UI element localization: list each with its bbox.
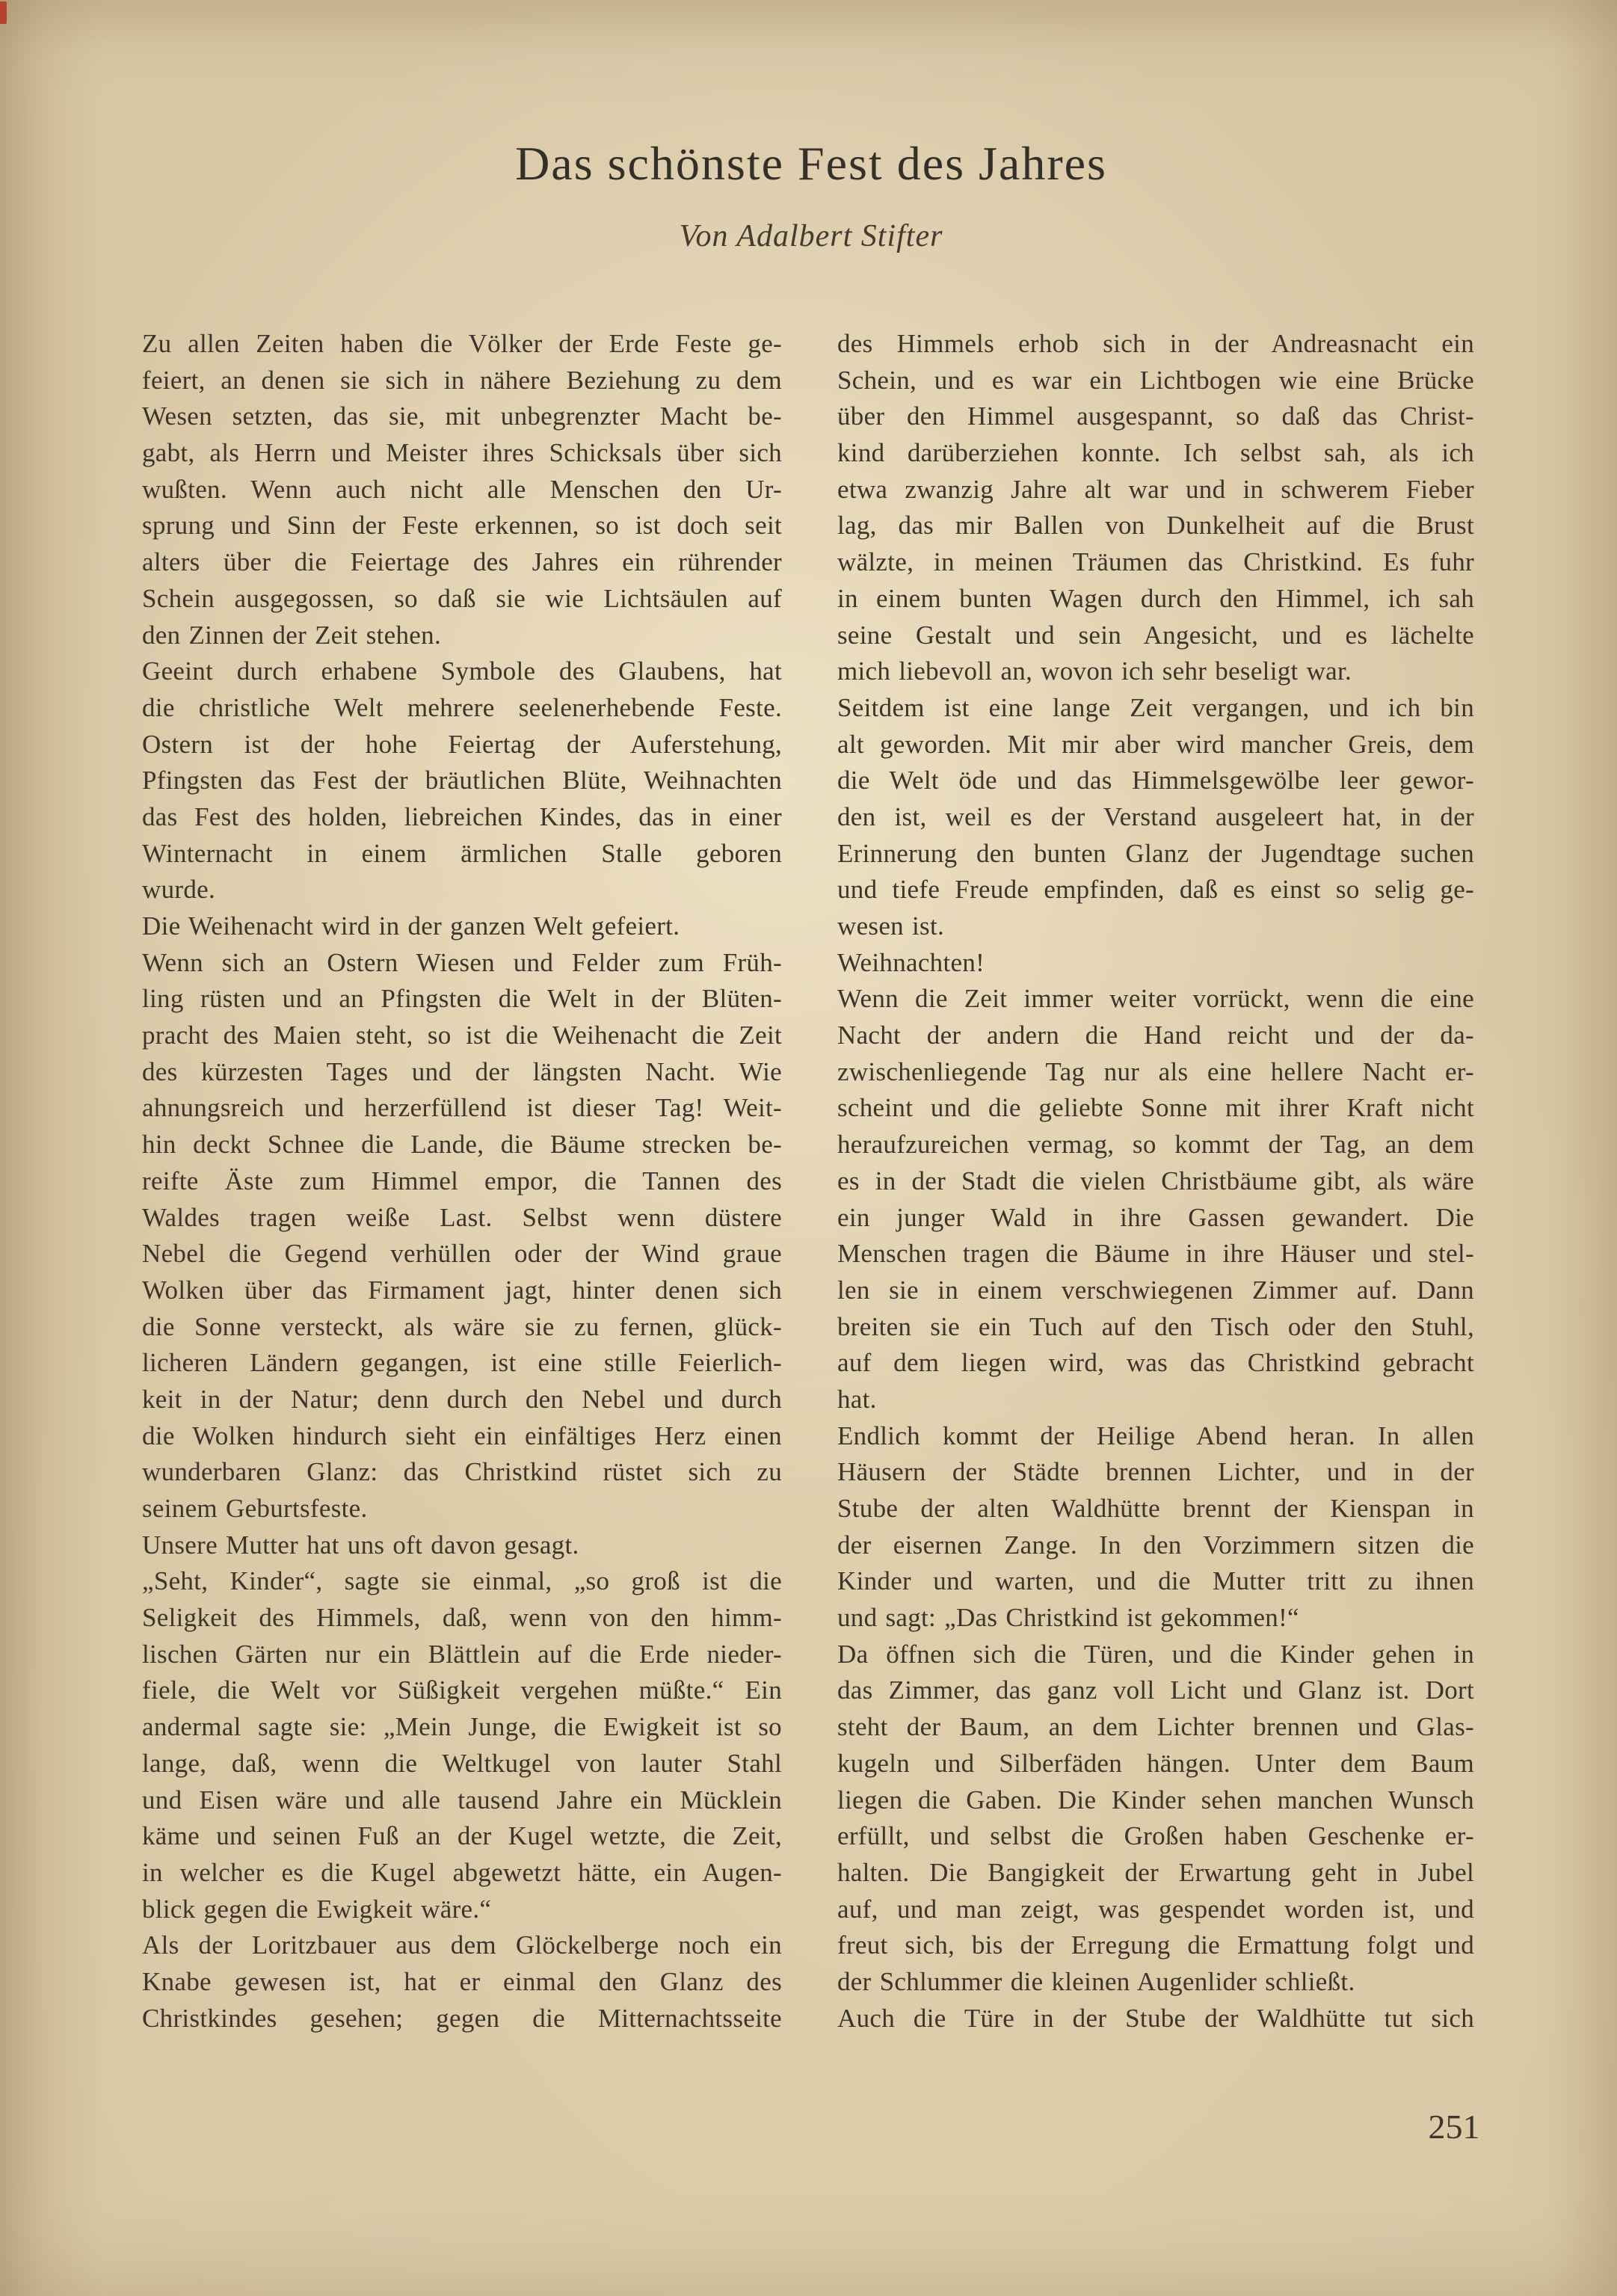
text-line: Die Weihenacht wird in der ganzen Welt gefeiert. <box>142 911 680 941</box>
text-line: Schein, und es war ein Lichtbogen wie eine Brücke <box>837 365 1474 395</box>
text-line: blick gegen die Ewigkeit wäre.“ <box>142 1894 492 1924</box>
text-line: hat. <box>837 1384 877 1414</box>
text-line: reifte Äste zum Himmel empor, die Tannen des <box>142 1166 782 1195</box>
text-line: den Zinnen der Zeit stehen. <box>142 620 441 650</box>
text-line: Wenn sich an Ostern Wiesen und Felder zum Früh- <box>142 947 782 977</box>
text-line: Weihnachten! <box>837 947 985 977</box>
text-line: Auch die Türe in der Stube der Waldhütte tut sich <box>837 2003 1474 2033</box>
text-line: in einem bunten Wagen durch den Himmel, ich sah <box>837 583 1474 613</box>
text-line: alters über die Feiertage des Jahres ein rührender <box>142 547 782 577</box>
text-line: Wenn die Zeit immer weiter vorrückt, wenn die eine <box>837 984 1474 1014</box>
text-line: die Sonne versteckt, als wäre sie zu fernen, glück- <box>142 1311 782 1341</box>
text-line: Winternacht in einem ärmlichen Stalle geboren <box>142 838 782 868</box>
text-line: kugeln und Silberfäden hängen. Unter dem Baum <box>837 1748 1474 1778</box>
text-line: fiele, die Welt vor Süßigkeit vergehen müßte.“ Ein <box>142 1675 782 1705</box>
text-line: es in der Stadt die vielen Christbäume gibt, als wäre <box>837 1166 1474 1195</box>
text-line: freut sich, bis der Erregung die Ermattung folgt und <box>837 1930 1474 1960</box>
text-line: Zu allen Zeiten haben die Völker der Erde Feste ge- <box>142 329 782 358</box>
text-line: Ostern ist der hohe Feiertag der Auferstehung, <box>142 729 782 759</box>
text-line: das Fest des holden, liebreichen Kindes, das in einer <box>142 801 782 831</box>
text-line: keit in der Natur; denn durch den Nebel und durch <box>142 1384 782 1414</box>
text-line: Stube der alten Waldhütte brennt der Kienspan in <box>837 1494 1474 1523</box>
text-line: licheren Ländern gegangen, ist eine stille Feierlich- <box>142 1348 782 1378</box>
text-line: wußten. Wenn auch nicht alle Menschen den Ur- <box>142 474 782 504</box>
text-line: auf, und man zeigt, was gespendet worden ist, und <box>837 1894 1474 1924</box>
page-title: Das schönste Fest des Jahres <box>515 137 1107 190</box>
text-line: lag, das mir Ballen von Dunkelheit auf die Brust <box>837 511 1474 541</box>
text-line: halten. Die Bangigkeit der Erwartung geht in Jubel <box>837 1857 1474 1887</box>
text-line: ahnungsreich und herzerfüllend ist dieser Tag! Weit- <box>142 1093 782 1123</box>
text-line: Seligkeit des Himmels, daß, wenn von den himm- <box>142 1603 782 1633</box>
text-line: Geeint durch erhabene Symbole des Glaubens, hat <box>142 656 782 686</box>
red-edge-mark <box>0 1 7 24</box>
text-line: scheint und die geliebte Sonne mit ihrer Kraft nicht <box>837 1093 1474 1123</box>
text-line: Häusern der Städte brennen Lichter, und in der <box>837 1457 1474 1487</box>
text-line: und Eisen wäre und alle tausend Jahre ein Mücklein <box>142 1785 782 1815</box>
text-line: wälzte, in meinen Träumen das Christkind. Es fuhr <box>837 547 1474 577</box>
text-line: gabt, als Herrn und Meister ihres Schicksals über sich <box>142 438 782 468</box>
text-line: kind darüberziehen konnte. Ich selbst sah, als ich <box>837 438 1474 468</box>
text-line: die christliche Welt mehrere seelenerhebende Feste. <box>142 692 782 722</box>
text-line: Seitdem ist eine lange Zeit vergangen, und ich bin <box>837 692 1474 722</box>
text-line: Unsere Mutter hat uns oft davon gesagt. <box>142 1530 579 1560</box>
text-line: Pfingsten das Fest der bräutlichen Blüte, Weihnachten <box>142 766 782 795</box>
text-line: heraufzureichen vermag, so kommt der Tag, an dem <box>837 1130 1474 1160</box>
text-line: steht der Baum, an dem Lichter brennen und Glas- <box>837 1712 1474 1742</box>
text-line: ein junger Wald in ihre Gassen gewandert. Die <box>837 1202 1474 1232</box>
text-line: den ist, weil es der Verstand ausgeleert hat, in der <box>837 801 1474 831</box>
text-line: auf dem liegen wird, was das Christkind gebracht <box>837 1348 1474 1378</box>
text-line: das Zimmer, das ganz voll Licht und Glanz ist. Dort <box>837 1675 1474 1705</box>
text-line: Nebel die Gegend verhüllen oder der Wind graue <box>142 1239 782 1269</box>
text-line: pracht des Maien steht, so ist die Weihenacht die Zeit <box>142 1021 782 1050</box>
text-line: wurde. <box>142 875 216 905</box>
text-line: andermal sagte sie: „Mein Junge, die Ewigkeit ist so <box>142 1712 782 1742</box>
text-line: über den Himmel ausgespannt, so daß das Christ- <box>837 401 1474 431</box>
text-line: Da öffnen sich die Türen, und die Kinder gehen in <box>837 1639 1474 1669</box>
text-line: zwischenliegende Tag nur als eine hellere Nacht er- <box>837 1056 1474 1086</box>
text-column-left <box>142 326 782 2037</box>
text-line: wunderbaren Glanz: das Christkind rüstet sich zu <box>142 1457 782 1487</box>
text-line: Kinder und warten, und die Mutter tritt zu ihnen <box>837 1566 1474 1596</box>
text-line: wesen ist. <box>837 911 945 941</box>
text-line: die Welt öde und das Himmelsgewölbe leer gewor- <box>837 766 1474 795</box>
text-line: und tiefe Freude empfinden, daß es einst so selig ge- <box>837 875 1474 905</box>
text-line: Nacht der andern die Hand reicht und der da- <box>837 1021 1474 1050</box>
text-line: feiert, an denen sie sich in nähere Beziehung zu dem <box>142 365 782 395</box>
text-line: liegen die Gaben. Die Kinder sehen manchen Wunsch <box>837 1785 1474 1815</box>
text-line: sprung und Sinn der Feste erkennen, so ist doch seit <box>142 511 782 541</box>
text-line: Waldes tragen weiße Last. Selbst wenn düstere <box>142 1202 782 1232</box>
text-line: Knabe gewesen ist, hat er einmal den Glanz des <box>142 1966 782 1996</box>
text-line: len sie in einem verschwiegenen Zimmer auf. Dann <box>837 1275 1474 1305</box>
text-line: Menschen tragen die Bäume in ihre Häuser und stel- <box>837 1239 1474 1269</box>
text-line: und sagt: „Das Christkind ist gekommen!“ <box>837 1603 1299 1633</box>
text-column-right <box>837 326 1474 2037</box>
text-line: hin deckt Schnee die Lande, die Bäume strecken be- <box>142 1130 782 1160</box>
text-line: in welcher es die Kugel abgewetzt hätte, ein Augen- <box>142 1857 782 1887</box>
text-line: lange, daß, wenn die Weltkugel von lauter Stahl <box>142 1748 782 1778</box>
text-line: ling rüsten und an Pfingsten die Welt in der Blüten- <box>142 984 782 1014</box>
text-line: Christkindes gesehen; gegen die Mitternachtsseite <box>142 2003 782 2033</box>
text-line: des kürzesten Tages und der längsten Nacht. Wie <box>142 1056 782 1086</box>
text-line: Schein ausgegossen, so daß sie wie Lichtsäulen auf <box>142 583 782 613</box>
author-byline: Von Adalbert Stifter <box>679 219 943 253</box>
text-line: etwa zwanzig Jahre alt war und in schwerem Fieber <box>837 474 1474 504</box>
text-line: der Schlummer die kleinen Augenlider schließt. <box>837 1966 1355 1996</box>
text-line: Als der Loritzbauer aus dem Glöckelberge noch ein <box>142 1930 782 1960</box>
text-line: erfüllt, und selbst die Großen haben Geschenke er- <box>837 1821 1474 1851</box>
text-line: der eisernen Zange. In den Vorzimmern sitzen die <box>837 1530 1474 1560</box>
text-line: mich liebevoll an, wovon ich sehr beseligt war. <box>837 656 1352 686</box>
page-number: 251 <box>1428 2108 1480 2146</box>
text-line: die Wolken hindurch sieht ein einfältiges Herz einen <box>142 1421 782 1450</box>
text-line: Erinnerung den bunten Glanz der Jugendtage suchen <box>837 838 1474 868</box>
text-line: „Seht, Kinder“, sagte sie einmal, „so groß ist die <box>142 1566 782 1596</box>
text-line: käme und seinen Fuß an der Kugel wetzte, die Zeit, <box>142 1821 782 1851</box>
text-line: lischen Gärten nur ein Blättlein auf die Erde nieder- <box>142 1639 782 1669</box>
text-line: alt geworden. Mit mir aber wird mancher Greis, dem <box>837 729 1474 759</box>
text-line: des Himmels erhob sich in der Andreasnacht ein <box>837 329 1474 358</box>
text-line: Wolken über das Firmament jagt, hinter denen sich <box>142 1275 782 1305</box>
text-line: seinem Geburtsfeste. <box>142 1494 368 1523</box>
text-line: Endlich kommt der Heilige Abend heran. In allen <box>837 1421 1474 1450</box>
text-line: seine Gestalt und sein Angesicht, und es lächelte <box>837 620 1474 650</box>
text-line: breiten sie ein Tuch auf den Tisch oder den Stuhl, <box>837 1311 1474 1341</box>
text-line: Wesen setzten, das sie, mit unbegrenzter Macht be- <box>142 401 782 431</box>
